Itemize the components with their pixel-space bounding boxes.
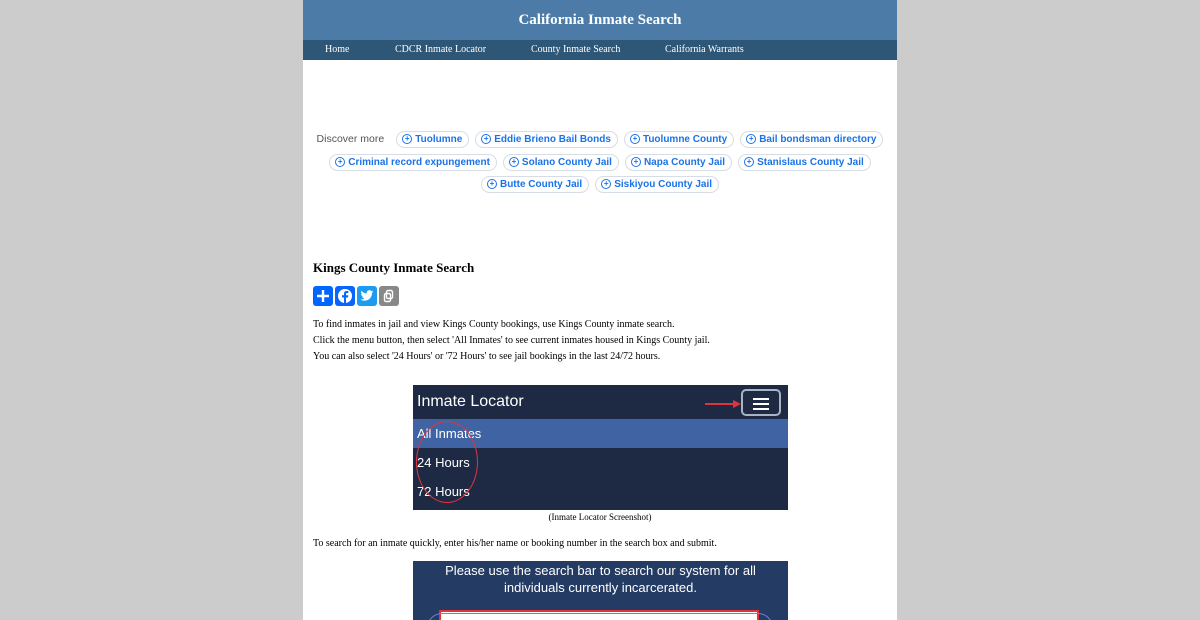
instructions xyxy=(313,317,887,365)
nav-cdcr-inmate-locator[interactable]: CDCR Inmate Locator xyxy=(395,44,487,55)
nav-county-inmate-search[interactable]: County Inmate Search xyxy=(531,44,621,55)
twitter-icon[interactable] xyxy=(357,286,377,306)
red-circle-annotation xyxy=(416,421,478,503)
screenshot-caption: (Inmate Locator Screenshot) xyxy=(548,512,652,522)
discover-chip[interactable]: + Tuolumne xyxy=(396,131,469,148)
search-bar-screenshot xyxy=(413,561,788,620)
plus-circle-icon: + xyxy=(402,134,412,144)
plus-circle-icon: + xyxy=(631,157,641,167)
facebook-icon[interactable] xyxy=(335,286,355,306)
red-arrow-icon xyxy=(703,399,743,409)
discover-chip[interactable]: + Bail bondsman directory xyxy=(740,131,883,148)
plus-circle-icon: + xyxy=(509,157,519,167)
inmate-locator-screenshot xyxy=(413,385,788,510)
shot-title: Inmate Locator xyxy=(417,393,524,410)
plus-circle-icon: + xyxy=(335,157,345,167)
page-title: Kings County Inmate Search xyxy=(313,260,475,275)
plus-circle-icon: + xyxy=(481,134,491,144)
site-title[interactable]: California Inmate Search xyxy=(518,11,682,28)
discover-chip[interactable]: + Solano County Jail xyxy=(503,154,619,171)
instruction-line: To find inmates in jail and view Kings County bookings, use Kings County inmate search. xyxy=(313,319,675,330)
nav-bar xyxy=(303,40,897,60)
share-plus-icon[interactable] xyxy=(313,286,333,306)
menu-item-72-hours: 72 Hours xyxy=(417,484,470,499)
hamburger-menu-icon xyxy=(741,389,781,416)
discover-chip[interactable]: + Criminal record expungement xyxy=(329,154,497,171)
search-notice-line: individuals currently incarcerated. xyxy=(504,580,697,595)
share-buttons xyxy=(313,286,887,306)
shot-header xyxy=(413,385,788,419)
discover-chip[interactable]: + Eddie Brieno Bail Bonds xyxy=(475,131,618,148)
copy-link-icon[interactable] xyxy=(379,286,399,306)
site-header xyxy=(303,0,897,40)
search-instructions: To search for an inmate quickly, enter his/her name or booking number in the search box and submit. xyxy=(313,538,717,549)
page xyxy=(303,0,897,620)
article xyxy=(313,258,887,365)
discover-chip[interactable]: + Tuolumne County xyxy=(624,131,734,148)
search-box-oval-annotation xyxy=(427,613,773,620)
search-notice xyxy=(413,562,788,596)
plus-circle-icon: + xyxy=(487,179,497,189)
nav-home[interactable]: Home xyxy=(325,44,350,55)
menu-item-24-hours: 24 Hours xyxy=(417,455,470,470)
discover-chip[interactable]: + Siskiyou County Jail xyxy=(595,176,719,193)
discover-label: Discover more xyxy=(316,133,385,145)
instruction-line: Click the menu button, then select 'All Inmates' to see current inmates housed in Kings County jail. xyxy=(313,335,710,346)
discover-chip[interactable]: + Butte County Jail xyxy=(481,176,589,193)
plus-circle-icon: + xyxy=(630,134,640,144)
plus-circle-icon: + xyxy=(744,157,754,167)
plus-circle-icon: + xyxy=(746,134,756,144)
search-notice-line: Please use the search bar to search our system for all xyxy=(445,563,756,578)
discover-chip[interactable]: + Stanislaus County Jail xyxy=(738,154,871,171)
discover-chip[interactable]: + Napa County Jail xyxy=(625,154,732,171)
plus-circle-icon: + xyxy=(601,179,611,189)
discover-more xyxy=(303,128,897,195)
menu-item-all-inmates: All Inmates xyxy=(413,419,788,448)
instruction-line: You can also select '24 Hours' or '72 Hours' to see jail bookings in the last 24/72 hours. xyxy=(313,351,661,362)
nav-california-warrants[interactable]: California Warrants xyxy=(665,44,744,55)
